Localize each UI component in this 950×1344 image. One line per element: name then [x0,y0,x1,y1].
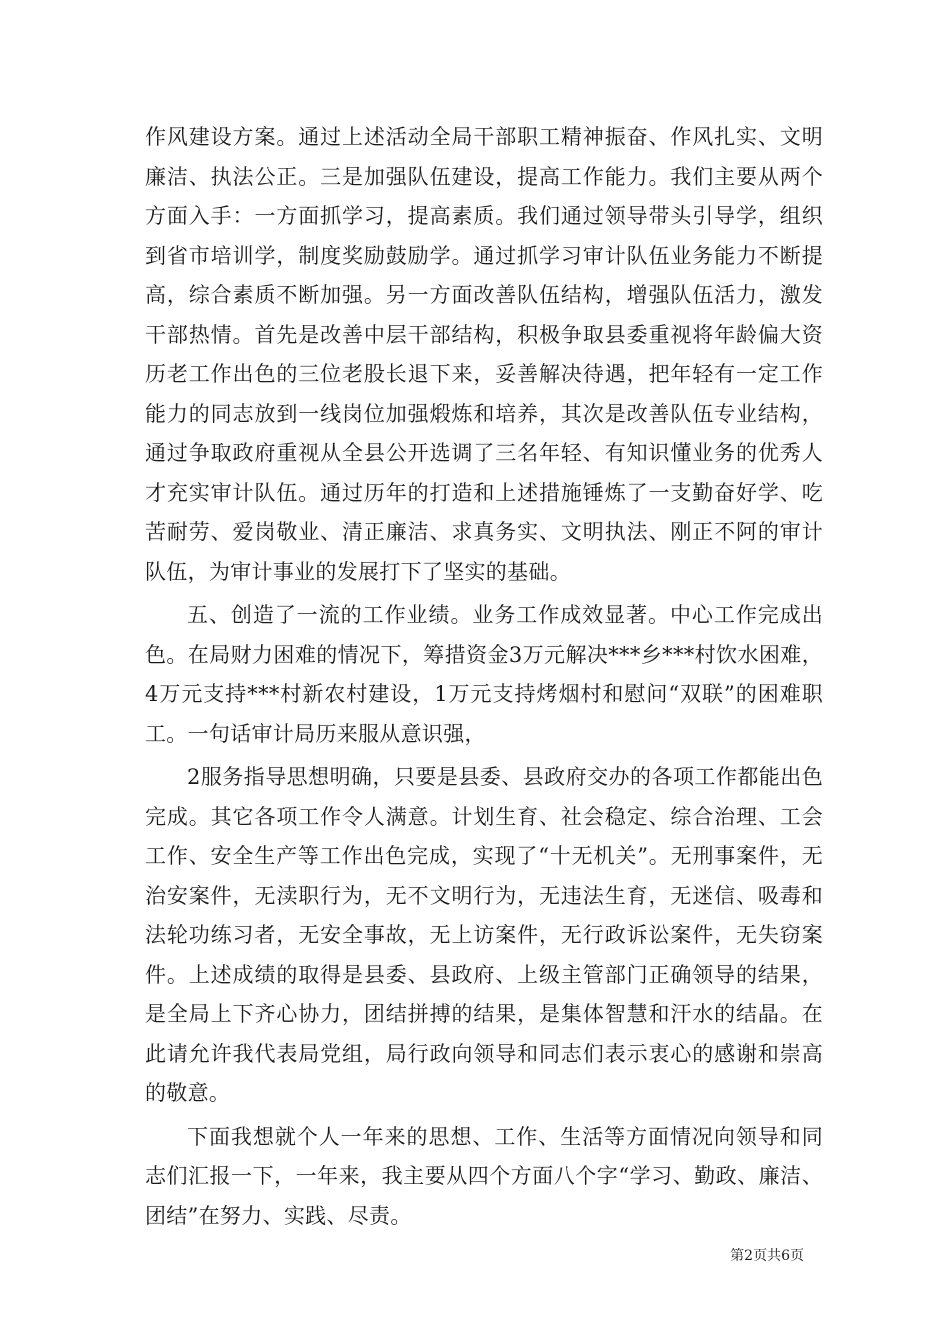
paragraph-service-guidance: 2服务指导思想明确，只要是县委、县政府交办的各项工作都能出色完成。其它各项工作令人满意。计划生育、社会稳定、综合治理、工会工作、安全生产等工作出色完成，实现了“十无机关”。无刑事案件，无治安案件，无渎职行为，无不文明行为，无违法生育，无迷信、吸毒和法轮功练习者，无安全事故，无上访案件，无行政诉讼案件，无失窃案件。上述成绩的取得是县委、县政府、上级主管部门正确领导的结果，是全局上下齐心协力，团结拼搏的结果，是集体智慧和汗水的结晶。在此请允许我代表局党组，局行政向领导和同志们表示衷心的感谢和崇高的敬意。 [145,765,823,1105]
paragraph-personal-report: 下面我想就个人一年来的思想、工作、生活等方面情况向领导和同志们汇报一下，一年来，我主要从四个方面八个字“学习、勤政、廉洁、团结”在努力、实践、尽责。 [145,1124,823,1228]
page-number-footer: 第2页共6页 [730,1248,804,1264]
document-body [145,118,823,1236]
paragraph-continuation: 作风建设方案。通过上述活动全局干部职工精神振奋、作风扎实、文明廉洁、执法公正。三是加强队伍建设，提高工作能力。我们主要从两个方面入手：一方面抓学习，提高素质。我们通过领导带头引导学，组织到省市培训学，制度奖励鼓励学。通过抓学习审计队伍业务能力不断提高，综合素质不断加强。另一方面改善队伍结构，增强队伍活力，激发干部热情。首先是改善中层干部结构，积极争取县委重视将年龄偏大资历老工作出色的三位老股长退下来，妥善解决待遇，把年轻有一定工作能力的同志放到一线岗位加强煅炼和培养，其次是改善队伍专业结构，通过争取政府重视从全县公开选调了三名年轻、有知识懂业务的优秀人才充实审计队伍。通过历年的打造和上述措施锤炼了一支勤奋好学、吃苦耐劳、爱岗敬业、清正廉洁、求真务实、文明执法、刚正不阿的审计队伍，为审计事业的发展打下了坚实的基础。 [145,125,823,584]
paragraph-achievements: 五、创造了一流的工作业绩。业务工作成效显著。中心工作完成出色。在局财力困难的情况下，筹措资金3万元解决***乡***村饮水困难，4万元支持***村新农村建设，1万元支持烤烟村和慰问“双联”的困难职工。一句话审计局历来服从意识强， [145,603,823,746]
